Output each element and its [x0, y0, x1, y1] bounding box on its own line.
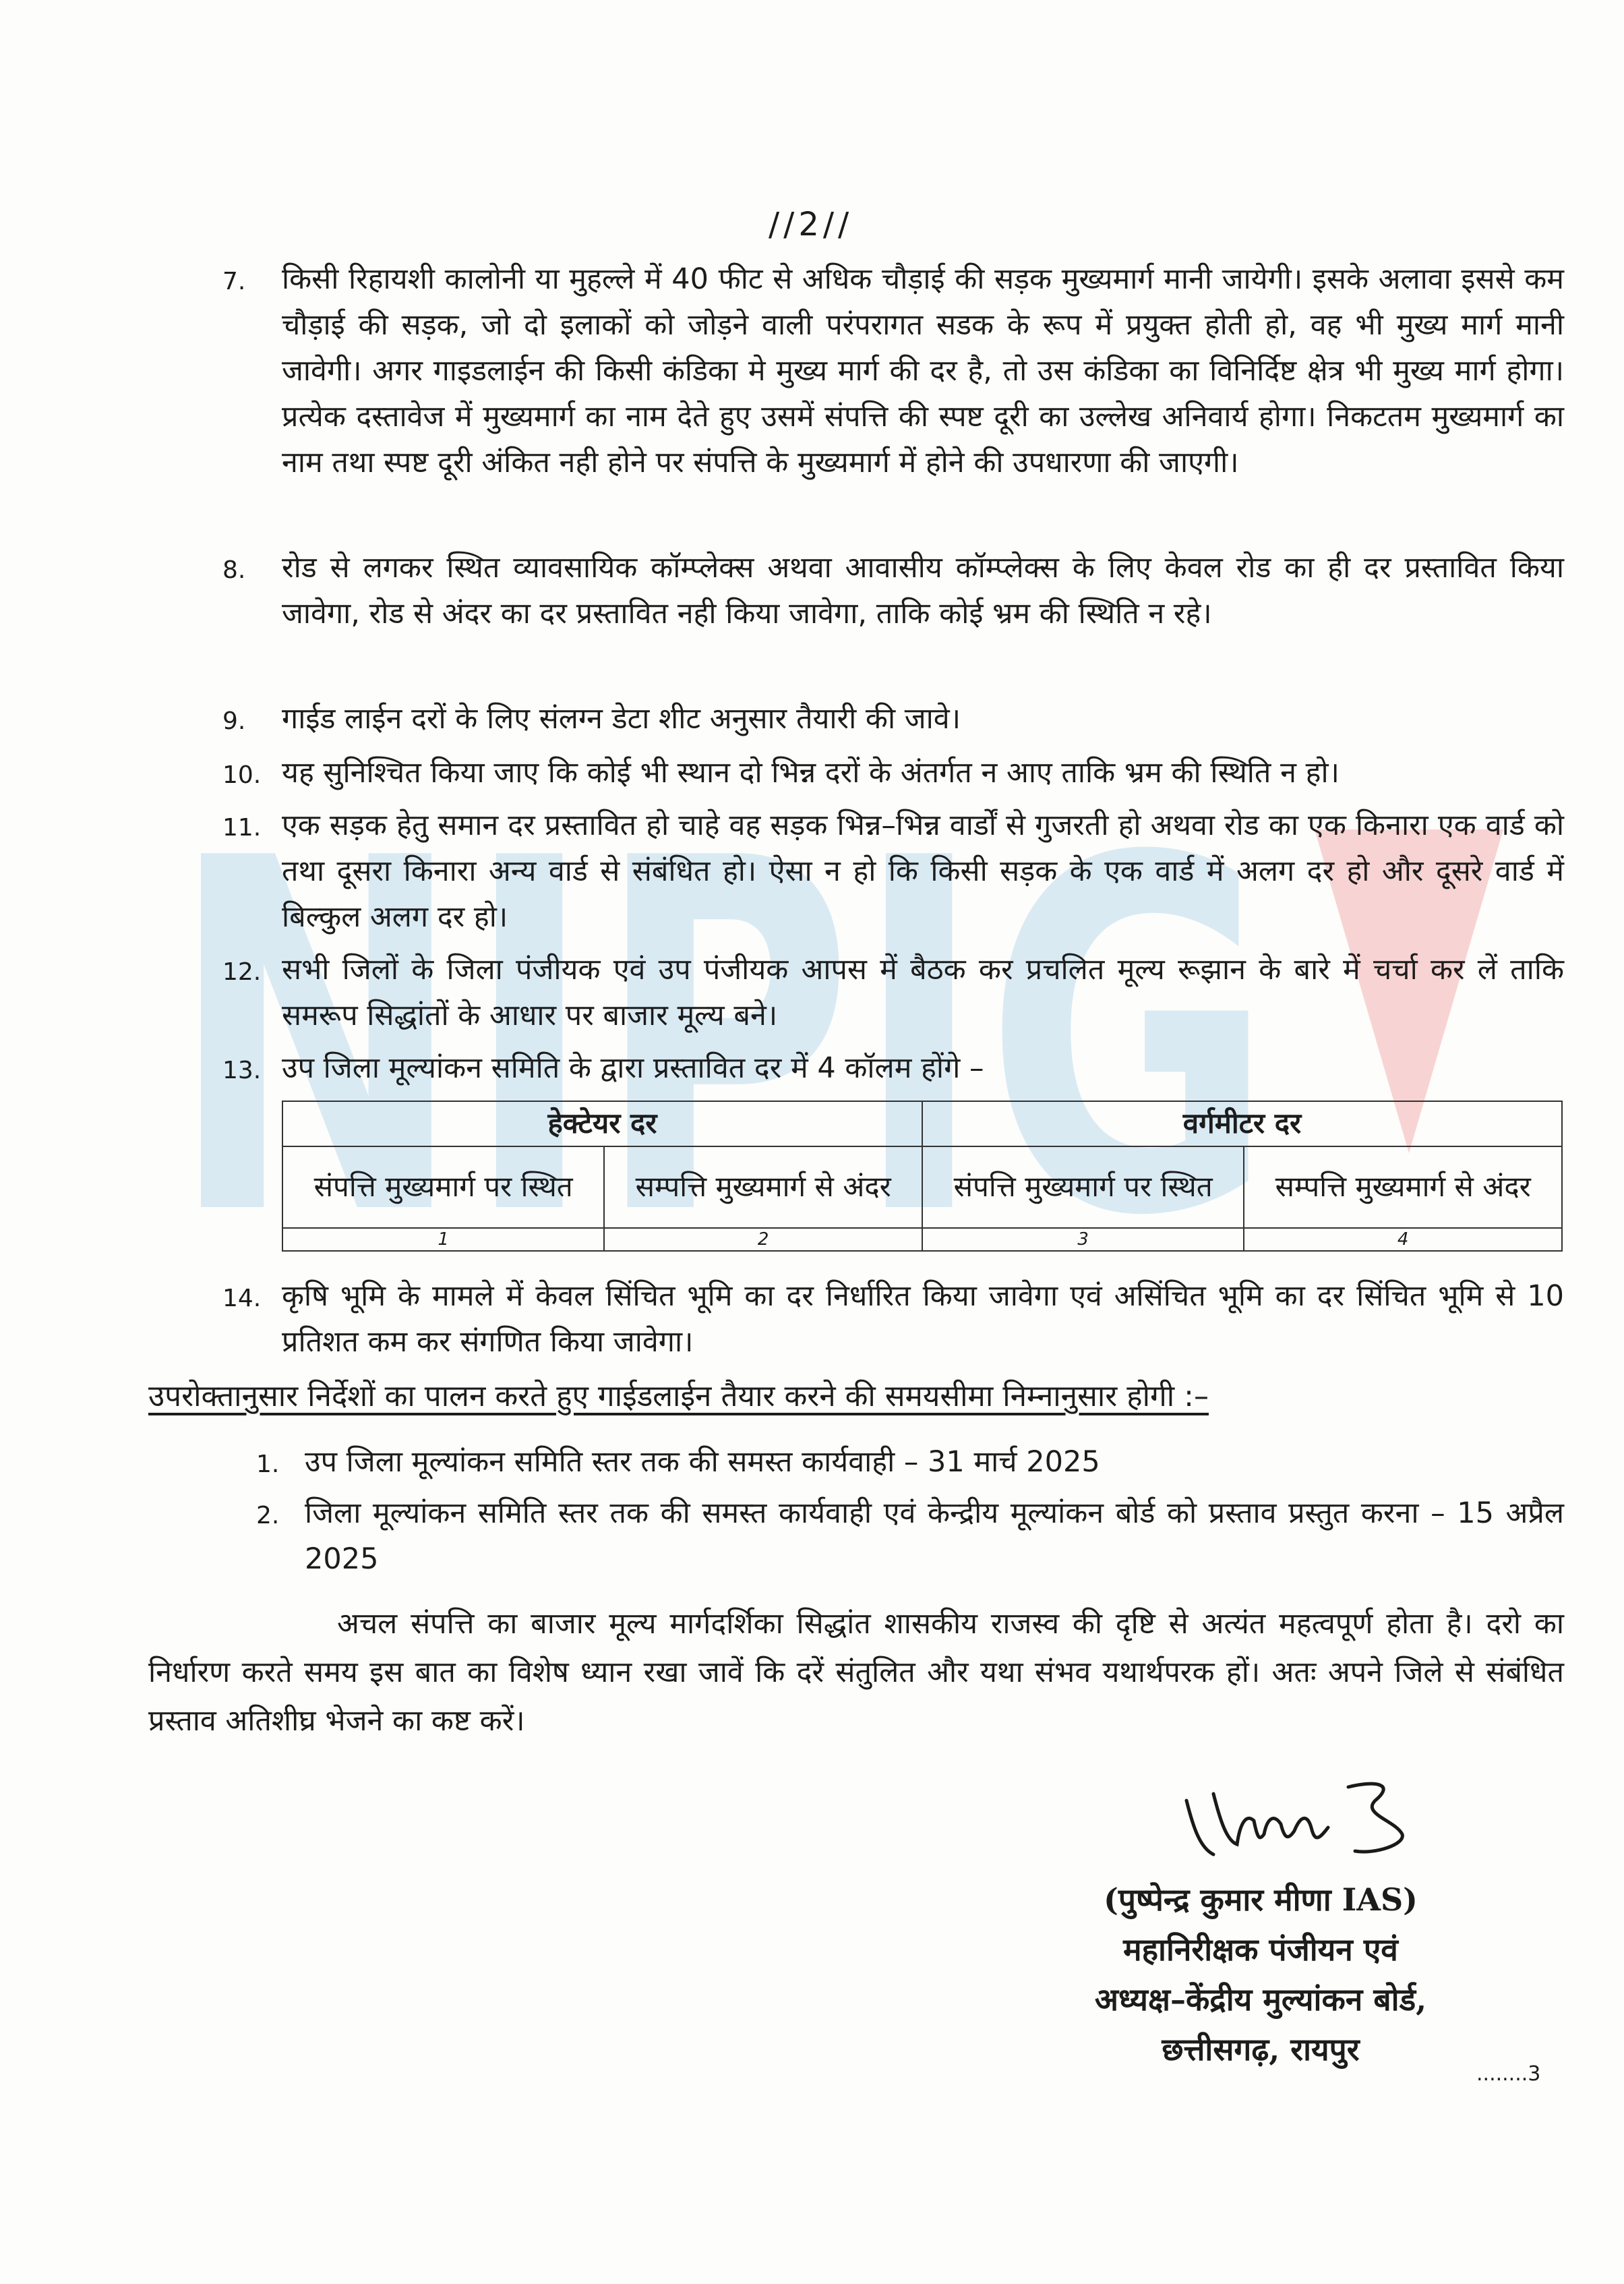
- column-header: संपत्ति मुख्यमार्ग पर स्थित: [922, 1146, 1244, 1228]
- instruction-item: [222, 750, 1564, 796]
- watermark-text: NIPIG: [169, 802, 1274, 1221]
- item-text: किसी रिहायशी कालोनी या मुहल्ले में 40 फीट से अधिक चौड़ाई की सड़क मुख्यमार्ग मानी जायेगी। इसके अलावा इससे कम चौड़ाई की सड़क, जो दो इलाकों को जोड़ने वाली परंपरागत सडक के रूप में प्रयुक्त होती हो, वह भी मुख्य मार्ग मानी जावेगी। अगर गाइडलाईन की किसी कंडिका मे मुख्य मार्ग की दर है, तो उस कंडिका का विनिर्दिष्ट क्षेत्र भी मुख्य मार्ग होगा। प्रत्येक दस्तावेज में मुख्यमार्ग का नाम देते हुए उसमें संपत्ति की स्पष्ट दूरी का उल्लेख अनिवार्य होगा। निकटतम मुख्यमार्ग का नाम तथा स्पष्ट दूरी अंकित नही होने पर संपत्ति के मुख्यमार्ग में होने की उपधारणा की जाएगी।: [282, 262, 1564, 479]
- item-text: रोड से लगकर स्थित व्यावसायिक कॉम्प्लेक्स अथवा आवासीय कॉम्प्लेक्स के लिए केवल रोड का ही दर प्रस्तावित किया जावेगा, रोड से अंदर का दर प्रस्तावित नही किया जावेगा, ताकि कोई भ्रम की स्थिति न रहे।: [282, 551, 1564, 631]
- instruction-item: [222, 802, 1564, 940]
- item-number: 8.: [222, 556, 246, 584]
- rate-columns-table: [282, 1101, 1563, 1252]
- item-number: 13.: [222, 1057, 262, 1084]
- item-text: गाईड लाईन दरों के लिए संलग्न डेटा शीट अनुसार तैयारी की जावे।: [282, 702, 961, 736]
- item-text: कृषि भूमि के मामले में केवल सिंचित भूमि का दर निर्धारित किया जावेगा एवं असिंचित भूमि का दर सिंचित भूमि से 10 प्रतिशत कम कर संगणित किया जावेगा।: [282, 1279, 1564, 1359]
- instruction-item: [222, 1273, 1564, 1365]
- column-number: 1: [282, 1228, 604, 1252]
- column-number: 4: [1244, 1228, 1562, 1252]
- item-number: 7.: [222, 268, 246, 295]
- timeline-number: 2.: [256, 1502, 280, 1529]
- item-number: 9.: [222, 707, 246, 735]
- instruction-item: [222, 545, 1564, 637]
- instruction-item: [222, 256, 1564, 486]
- instruction-item: [222, 1045, 1564, 1091]
- item-number: 11.: [222, 814, 262, 842]
- signatory-designation: अध्यक्ष–केंद्रीय मुल्यांकन बोर्ड,: [1094, 1981, 1427, 2018]
- handwritten-signature: [1173, 1774, 1456, 1875]
- instruction-item: [222, 947, 1564, 1038]
- item-text: यह सुनिश्चित किया जाए कि कोई भी स्थान दो भिन्न दरों के अंतर्गत न आए ताकि भ्रम की स्थिति न हो।: [282, 756, 1340, 790]
- timeline-number: 1.: [256, 1451, 280, 1478]
- item-number: 10.: [222, 761, 262, 789]
- column-header: सम्पत्ति मुख्यमार्ग से अंदर: [1244, 1146, 1562, 1228]
- deadline-heading: उपरोक्तानुसार निर्देशों का पालन करते हुए गाईडलाईन तैयार करने की समयसीमा निम्नानुसार होगी :–: [148, 1379, 1209, 1413]
- instruction-item: [222, 696, 1564, 742]
- timeline-text: जिला मूल्यांकन समिति स्तर तक की समस्त कार्यवाही एवं केन्द्रीय मूल्यांकन बोर्ड को प्रस्ताव प्रस्तुत करना – 15 अप्रैल 2025: [305, 1496, 1564, 1576]
- timeline-item: [256, 1490, 1564, 1582]
- page-number: //2//: [769, 206, 853, 243]
- timeline-text: उप जिला मूल्यांकन समिति स्तर तक की समस्त कार्यवाही – 31 मार्च 2025: [305, 1445, 1100, 1479]
- timeline-item: [256, 1439, 1564, 1485]
- item-text: एक सड़क हेतु समान दर प्रस्तावित हो चाहे वह सड़क भिन्न–भिन्न वार्डों से गुजरती हो अथवा रोड का एक किनारा एक वार्ड को तथा दूसरा किनारा अन्य वार्ड से संबंधित हो। ऐसा न हो कि किसी सड़क के एक वार्ड में अलग दर हो और दूसरे वार्ड में बिल्कुल अलग दर हो।: [282, 809, 1564, 934]
- next-page-marker: ........3: [1476, 2062, 1541, 2086]
- signatory-designation: महानिरीक्षक पंजीयन एवं: [1123, 1931, 1398, 1968]
- item-number: 14.: [222, 1285, 262, 1312]
- item-text: उप जिला मूल्यांकन समिति के द्वारा प्रस्तावित दर में 4 कॉलम होंगे –: [282, 1051, 984, 1085]
- column-header: संपत्ति मुख्यमार्ग पर स्थित: [282, 1146, 604, 1228]
- signature-block: [998, 1875, 1524, 2074]
- column-number: 2: [604, 1228, 922, 1252]
- group-header-sqm: वर्गमीटर दर: [922, 1101, 1562, 1146]
- closing-paragraph: अचल संपत्ति का बाजार मूल्य मार्गदर्शिका सिद्धांत शासकीय राजस्व की दृष्टि से अत्यंत महत्वपूर्ण होता है। दरो का निर्धारण करते समय इस बात का विशेष ध्यान रखा जावें कि दरें संतुलित और यथा संभव यथार्थपरक हों। अतः अपने जिले से संबंधित प्रस्ताव अतिशीघ्र भेजने का कष्ट करें।: [148, 1607, 1564, 1738]
- column-number: 3: [922, 1228, 1244, 1252]
- signatory-name: (पुष्पेन्द्र कुमार मीणा IAS): [1104, 1881, 1418, 1918]
- item-text: सभी जिलों के जिला पंजीयक एवं उप पंजीयक आपस में बैठक कर प्रचलित मूल्य रूझान के बारे में चर्चा कर लें ताकि समरूप सिद्धांतों के आधार पर बाजार मूल्य बने।: [282, 953, 1564, 1032]
- group-header-hectare: हेक्टेयर दर: [282, 1101, 922, 1146]
- item-number: 12.: [222, 958, 262, 986]
- signatory-location: छत्तीसगढ़, रायपुर: [1162, 2031, 1360, 2068]
- column-header: सम्पत्ति मुख्यमार्ग से अंदर: [604, 1146, 922, 1228]
